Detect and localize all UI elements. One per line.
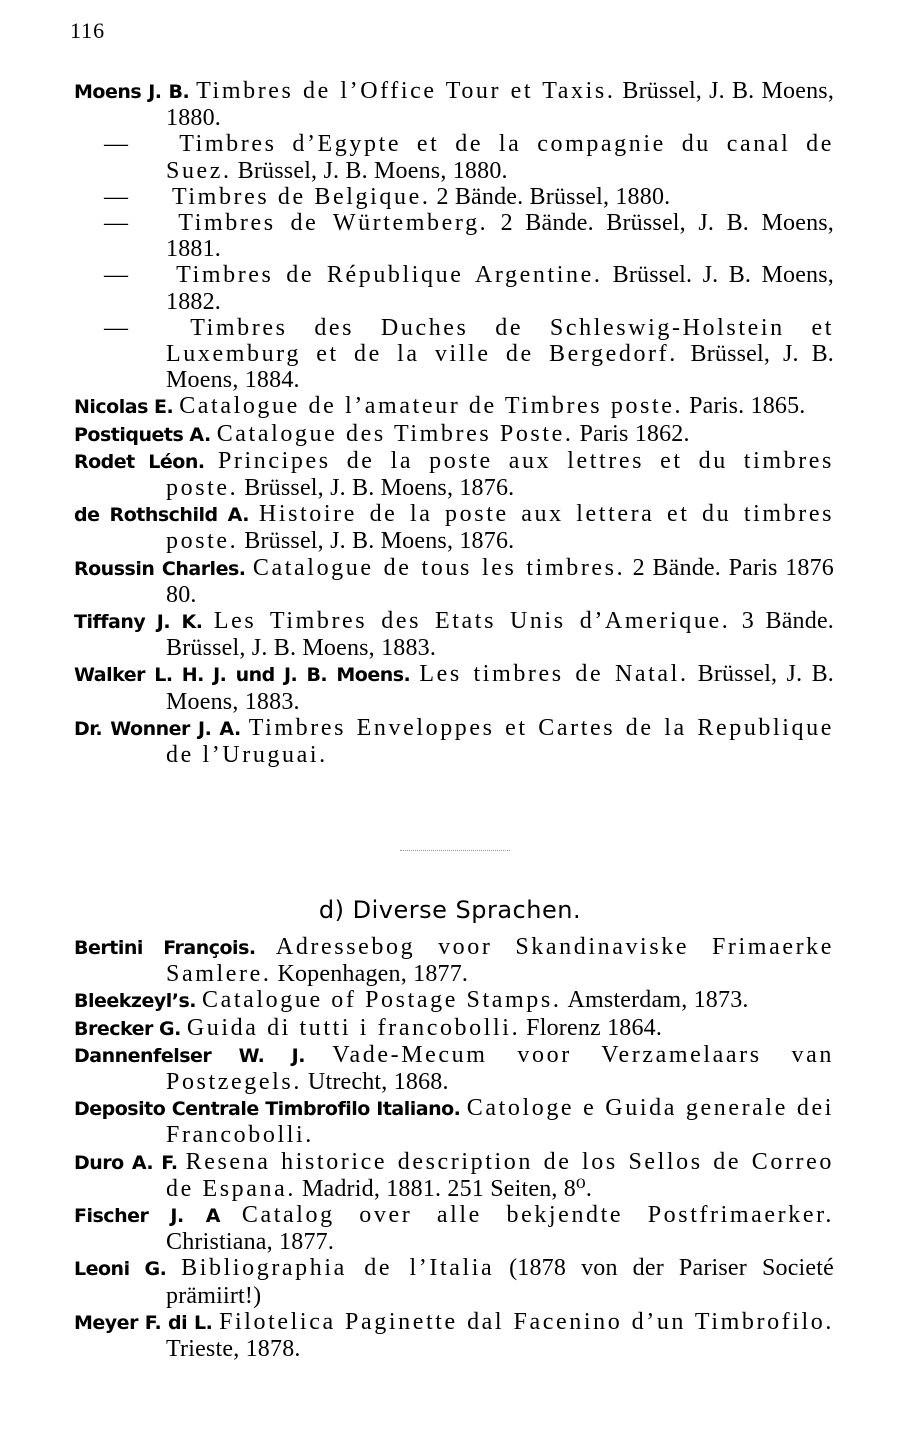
entry-author: Moens J. B. [74, 81, 190, 103]
entry-title: Timbres de Belgique. [172, 183, 431, 210]
entry-author: Postiquets A. [74, 423, 211, 446]
entry-author: Nicolas E. [74, 396, 174, 419]
entry-title: Timbres de l’Office Tour et Taxis. [196, 78, 616, 104]
bibliography-entry [74, 262, 834, 314]
entry-publication: Madrid, 1881. 251 Seiten, 8⁰. [301, 1175, 593, 1202]
entry-title: Filotelica Paginette dal Facenino d’un Timbrofilo. [219, 1308, 835, 1335]
ditto-dash: — [104, 210, 128, 237]
entry-title: Histoire de la poste aux lettera et du timbres poste. [166, 501, 835, 555]
bibliography-section-2 [74, 934, 834, 1362]
ditto-dash: — [104, 314, 128, 341]
entry-publication: Amsterdam, 1873. [567, 987, 749, 1014]
bibliography-entry [74, 315, 834, 394]
entry-title: Catalogue de l’amateur de Timbres poste. [179, 393, 684, 420]
entry-publication: 2 Bände. Paris 1876 80. [166, 554, 835, 608]
entry-publication: Brüssel, J. B. Moens, 1883. [166, 661, 835, 715]
page-number: 116 [70, 18, 106, 43]
entry-publication: (1878 von der Pariser Societé prämiirt!) [166, 1255, 834, 1309]
entry-author: Walker L. H. J. und J. B. Moens. [74, 664, 411, 687]
entry-publication: Utrecht, 1868. [307, 1069, 449, 1096]
bibliography-section-1 [74, 78, 834, 768]
entry-title: Timbres de Würtemberg. [178, 210, 489, 237]
entry-title: Catalogue of Postage Stamps. [202, 987, 562, 1014]
entry-title: Resena historice description de los Sellos de Correo de Espana. [166, 1148, 834, 1202]
entry-author: Fischer J. A [74, 1205, 220, 1228]
bibliography-entry [74, 448, 834, 501]
entry-publication: Kopenhagen, 1877. [277, 961, 469, 988]
bibliography-entry [74, 1042, 834, 1095]
entry-publication: Brüssel, J. B. Moens, 1876. [244, 475, 515, 502]
entry-title: Principes de la poste aux lettres et du timbres poste. [166, 447, 834, 502]
entry-author: Bertini François. [74, 937, 256, 959]
bibliography-entry [74, 1015, 834, 1042]
bibliography-entry [74, 1255, 834, 1308]
bibliography-entry [74, 934, 834, 987]
entry-author: Deposito Centrale Timbrofilo Italiano. [74, 1098, 461, 1121]
entry-title: Catalogue des Timbres Poste. [216, 420, 574, 447]
entry-publication: Trieste, 1878. [166, 1336, 301, 1363]
bibliography-entry [74, 1095, 834, 1148]
bibliography-entry [74, 661, 834, 714]
entry-author: Leoni G. [74, 1258, 167, 1281]
entry-author: Dannenfelser W. J. [74, 1044, 305, 1067]
entry-title: Timbres de République Argentine. [176, 262, 603, 289]
entry-title: Catalogue de tous les timbres. [252, 554, 626, 581]
bibliography-entry [74, 1309, 834, 1362]
entry-author: Meyer F. di L. [74, 1311, 213, 1334]
bibliography-entry [74, 501, 834, 554]
bibliography-entry [74, 78, 834, 131]
bibliography-entry [74, 184, 834, 210]
ditto-dash: — [104, 183, 128, 210]
entry-title: Guida di tutti i francobolli. [186, 1014, 521, 1041]
entry-title: Timbres d’Egypte et de la compagnie du canal de Suez. [166, 131, 834, 184]
entry-publication: Brüssel, J. B. Moens, 1876. [244, 528, 515, 555]
entry-publication: Christiana, 1877. [166, 1229, 335, 1256]
bibliography-entry [74, 715, 834, 768]
section-heading: d) Diverse Sprachen. [318, 896, 582, 924]
entry-author: de Rothschild A. [74, 504, 249, 527]
entry-author: Rodet Léon. [74, 450, 205, 473]
bibliography-entry [74, 1149, 834, 1202]
entry-publication: Paris 1862. [579, 420, 690, 447]
entry-title: Timbres des Duches de Schleswig-Holstein et Luxemburg et de la ville de Bergedorf. [166, 314, 835, 368]
bibliography-entry [74, 555, 834, 608]
entry-publication: Brüssel. J. B. Moens, 1882. [166, 262, 834, 315]
entry-title: Vade-Mecum voor Verzamelaars van Postzegels. [166, 1041, 834, 1096]
entry-title: Timbres Enveloppes et Cartes de la Republique de l’Uruguai. [166, 714, 835, 769]
entry-author: Roussin Charles. [74, 557, 246, 580]
entry-publication: Brüssel, J. B. Moens, 1880. [237, 157, 508, 184]
entry-title: Adressebog voor Skandinaviske Frimaerke Samlere. [166, 934, 835, 988]
entry-title: Bibliographia de l’Italia [181, 1255, 495, 1282]
ditto-dash: — [104, 131, 128, 158]
entry-author: Bleekzeyl’s. [74, 990, 196, 1013]
bibliography-entry [74, 987, 834, 1014]
section-divider [400, 850, 510, 852]
entry-publication: 3 Bände. Brüssel, J. B. Moens, 1883. [166, 608, 835, 662]
entry-title: Catologe e Guida generale dei Francobolli. [166, 1095, 834, 1149]
entry-publication: Florenz 1864. [526, 1014, 663, 1041]
entry-publication: 2 Bände. Brüssel, J. B. Moens, 1881. [166, 210, 835, 263]
bibliography-entry [74, 393, 834, 420]
entry-title: Les Timbres des Etats Unis d’Amerique. [213, 608, 731, 635]
bibliography-entry [74, 421, 834, 448]
entry-author: Dr. Wonner J. A. [74, 717, 241, 740]
bibliography-entry [74, 1202, 834, 1255]
entry-publication: Paris. 1865. [689, 393, 806, 420]
bibliography-entry [74, 608, 834, 661]
ditto-dash: — [104, 262, 128, 289]
entry-author: Tiffany J. K. [74, 611, 203, 634]
entry-publication: Brüssel, J. B. Moens, 1880. [166, 78, 835, 132]
entry-author: Brecker G. [74, 1017, 181, 1040]
bibliography-entry [74, 131, 834, 183]
bibliography-entry [74, 210, 834, 262]
entry-publication: Brüssel, J. B. Moens, 1884. [166, 341, 834, 394]
entry-title: Catalog over alle bekjendte Postfrimaerker. [241, 1202, 834, 1229]
entry-title: Les timbres de Natal. [419, 661, 689, 688]
entry-publication: 2 Bände. Brüssel, 1880. [436, 183, 671, 210]
entry-author: Duro A. F. [74, 1151, 178, 1174]
